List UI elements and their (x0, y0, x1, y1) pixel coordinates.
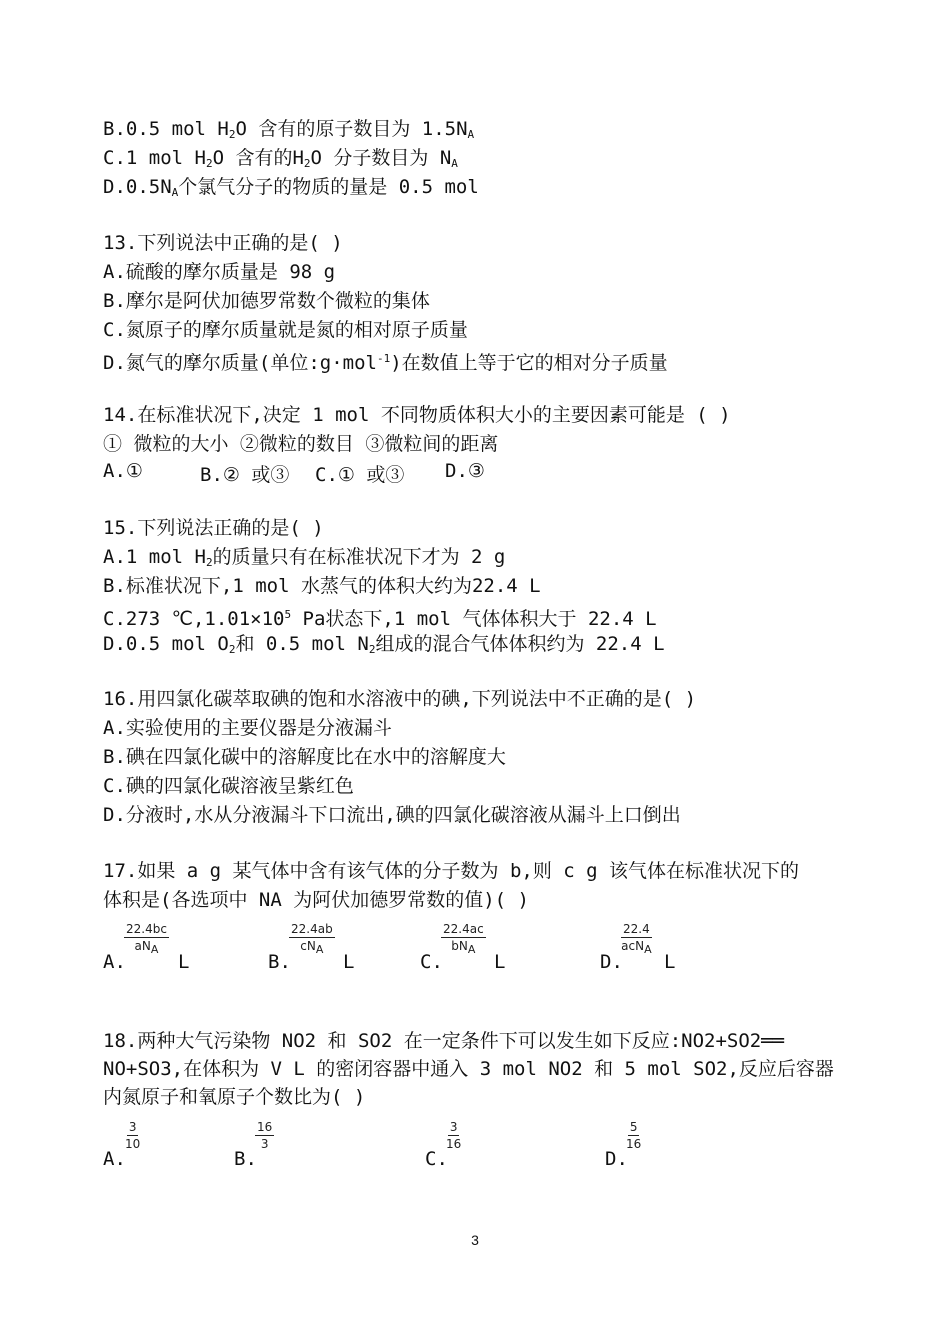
q17-option-c-unit: L (494, 951, 506, 973)
q15-option-a: A.1 mol $H_2$的质量只有在标准状况下才为 2 g (103, 546, 506, 569)
q17-option-c-fraction: 22.4ac bNA (443, 922, 484, 956)
q13-option-d: D.氮气的摩尔质量(单位:g·mol$^{-1}$)在数值上等于它的相对分子质量 (103, 352, 668, 374)
q14-option-d: D.③ (445, 460, 485, 482)
q18-option-c-label: C. (425, 1148, 448, 1170)
q16-option-c: C.碘的四氯化碳溶液呈紫红色 (103, 775, 354, 797)
q16-option-d: D.分液时,水从分液漏斗下口流出,碘的四氯化碳溶液从漏斗上口倒出 (103, 804, 681, 826)
q17-stem-line-2: 体积是(各选项中 NA 为阿伏加德罗常数的值)( ) (103, 889, 529, 911)
q14-option-a: A.① (103, 460, 143, 482)
q15-option-b: B.标准状况下,1 mol 水蒸气的体积大约为22.4 L (103, 575, 541, 597)
q17-option-a-unit: L (178, 951, 190, 973)
q13-option-a: A.硫酸的摩尔质量是 98 g (103, 261, 336, 283)
q14-option-b: B.② 或③ (200, 464, 290, 486)
q17-option-b-label: B. (268, 951, 291, 973)
q12-option-d: $D.0.5N_A$个氯气分子的物质的量是 0.5 mol (103, 176, 479, 199)
q16-option-a: A.实验使用的主要仪器是分液漏斗 (103, 717, 392, 739)
q15-stem: 15.下列说法正确的是( ) (103, 517, 324, 539)
q14-stem: 14.在标准状况下,决定 1 mol 不同物质体积大小的主要因素可能是 ( ) (103, 404, 731, 426)
q17-option-d-fraction: 22.4 acNA (621, 922, 652, 956)
q12-option-b: B.0.5 mol $H_2O$ 含有的原子数目为 $1.5N_A$ (103, 118, 475, 141)
q17-option-c-label: C. (420, 951, 443, 973)
q14-option-c: C.① 或③ (315, 464, 405, 486)
q18-option-b-label: B. (234, 1148, 257, 1170)
q17-option-a-fraction: 22.4bc aNA (126, 922, 167, 956)
q18-stem-line-2: NO+SO3,在体积为 V L 的密闭容器中通入 3 mol NO2 和 5 mol SO2,反应后容器 (103, 1058, 834, 1080)
q12-option-c: C.1 mol $H_2O$ 含有的$H_2O$ 分子数目为 $N_A$ (103, 147, 458, 170)
q17-option-b-unit: L (343, 951, 355, 973)
page-number: 3 (471, 1232, 479, 1248)
q18-option-a-fraction: $\frac{3}{10}$ (125, 1120, 141, 1151)
q15-option-c: C.273 $℃,1.01\times 10^5$ Pa状态下,1 mol 气体体积大于 22.4 L (103, 608, 657, 630)
q17-option-a-label: A. (103, 951, 126, 973)
q18-stem-line-1: 18.两种大气污染物 NO2 和 SO2 在一定条件下可以发生如下反应:NO2+SO2══ (103, 1030, 785, 1052)
q18-option-b-fraction: $\frac{16}{3}$ (257, 1120, 273, 1151)
q13-option-b: B.摩尔是阿伏加德罗常数个微粒的集体 (103, 290, 430, 312)
q18-option-c-fraction: $\frac{3}{16}$ (446, 1120, 462, 1151)
q14-items: ① 微粒的大小 ②微粒的数目 ③微粒间的距离 (103, 433, 499, 455)
q13-stem: 13.下列说法中正确的是( ) (103, 232, 343, 254)
q13-option-c: C.氮原子的摩尔质量就是氮的相对原子质量 (103, 319, 468, 341)
q16-stem: 16.用四氯化碳萃取碘的饱和水溶液中的碘,下列说法中不正确的是( ) (103, 688, 697, 710)
q17-stem-line-1: 17.如果 a g 某气体中含有该气体的分子数为 b,则 c g 该气体在标准状况下的 (103, 860, 800, 882)
q18-option-a-label: A. (103, 1148, 126, 1170)
q17-option-b-fraction: 22.4ab cNA (291, 922, 333, 956)
q17-option-d-label: D. (600, 951, 623, 973)
q15-option-d: D.0.5 mol $O_2$和 0.5 mol $N_2$组成的混合气体体积约为 22.4 L (103, 633, 665, 656)
q16-option-b: B.碘在四氯化碳中的溶解度比在水中的溶解度大 (103, 746, 506, 768)
q18-stem-line-3: 内氮原子和氧原子个数比为( ) (103, 1086, 366, 1108)
q18-option-d-fraction: $\frac{5}{16}$ (626, 1120, 642, 1151)
q18-option-d-label: D. (605, 1148, 628, 1170)
q17-option-d-unit: L (664, 951, 676, 973)
